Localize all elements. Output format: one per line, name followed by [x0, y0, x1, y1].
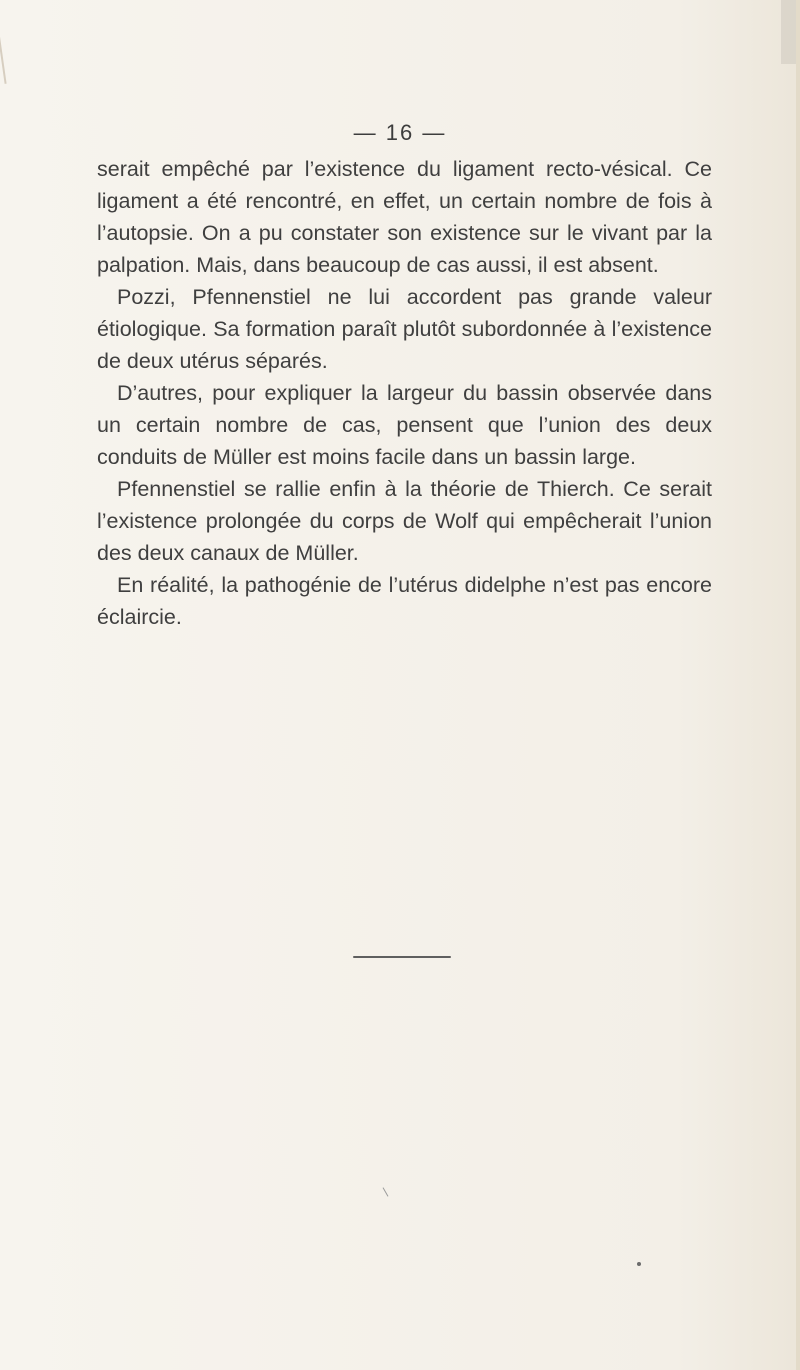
section-divider: [353, 956, 451, 958]
paper-mark-dot: [637, 1262, 641, 1266]
paragraph-4: Pfennenstiel se rallie enfin à la théorie de Thierch. Ce serait l’existence prolongée du corps de Wolf qui empêcherait l’union des deux canaux de Müller.: [97, 477, 712, 565]
body-text: [97, 153, 712, 633]
paper-mark-left: [0, 32, 7, 84]
paragraph-2: Pozzi, Pfennenstiel ne lui accordent pas grande valeur étiologique. Sa formation paraît plutôt subordonnée à l’existence de deux utérus séparés.: [97, 285, 712, 373]
paper-mark-tick: [383, 1187, 389, 1196]
paragraph-3: D’autres, pour expliquer la largeur du bassin observée dans un certain nombre de cas, pensent que l’union des deux conduits de Müller est moins facile dans un bassin large.: [97, 381, 712, 469]
paper-edge-shadow: [781, 0, 796, 64]
page-number: — 16 —: [353, 120, 447, 145]
paragraph-1: serait empêché par l’existence du ligament recto-vésical. Ce ligament a été rencontré, en effet, un certain nombre de fois à l’autopsie. On a pu constater son existence sur le vivant par la palpation. Mais, dans beaucoup de cas aussi, il est absent.: [97, 157, 712, 277]
paragraph-5: En réalité, la pathogénie de l’utérus didelphe n’est pas encore éclaircie.: [97, 573, 712, 629]
